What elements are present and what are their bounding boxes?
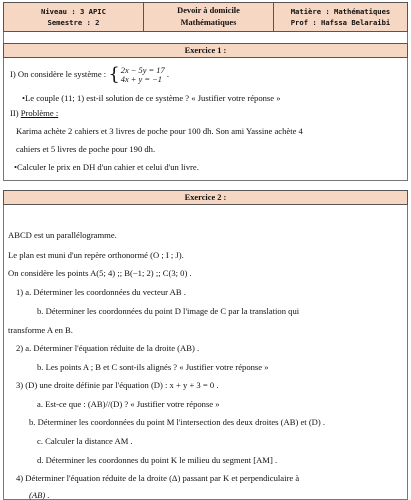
question-couple: •Le couple (11; 1) est-il solution de ce système ? « Justifier votre réponse »	[22, 93, 281, 103]
exercise-2-title: Exercice 2 :	[184, 193, 227, 202]
system-intro: I) On considère le système :	[10, 68, 107, 79]
document-header	[3, 2, 408, 32]
problem-question: •Calculer le prix en DH d'un cahier et celui d'un livre.	[14, 162, 199, 172]
brace-symbol: {	[108, 64, 120, 85]
problem-line-1: Karima achète 2 cahiers et 3 livres de poche pour 100 dh. Son ami Yassine achète 4	[16, 126, 303, 136]
level-text: Niveau : 3 APIC	[41, 7, 106, 16]
header-level-cell	[4, 3, 144, 31]
homework-title: Devoir à domicile	[177, 6, 240, 15]
equation-1: 2x − 5y = 17	[120, 66, 165, 75]
question-3a: a. Est-ce que : (AB)//(D) ? « Justifier votre réponse »	[37, 399, 220, 409]
spacer	[3, 32, 408, 43]
problem-number: II)	[10, 108, 19, 118]
system-statement	[10, 66, 169, 84]
question-2a: 2) a. Déterminer l'équation réduite de la droite (AB) .	[16, 343, 200, 353]
question-1b-cont: transforme A en B.	[8, 325, 73, 335]
question-4-cont: (AB) .	[29, 490, 50, 500]
question-1a: 1) a. Déterminer les coordonnées du vecteur AB .	[16, 287, 186, 297]
parallelogram-statement: ABCD est un parallélogramme.	[8, 230, 117, 240]
system-end: .	[166, 68, 169, 79]
problem-label: Problème :	[20, 108, 59, 118]
question-3: 3) (D) une droite définie par l'équation (D) : x + y + 3 = 0 .	[16, 380, 219, 390]
exercise-2-body	[3, 205, 408, 500]
equation-system	[108, 66, 164, 84]
problem-line-2: cahiers et 5 livres de poche pour 190 dh.	[16, 144, 156, 154]
equation-2: 4x + y = −1	[120, 75, 162, 84]
exercise-1-title-bar	[3, 43, 408, 58]
header-title-cell	[144, 3, 274, 31]
points-statement: On considère les points A(5; 4) ;; B(−1; 2) ;; C(3; 0) .	[8, 268, 192, 278]
subject-title: Mathématiques	[180, 18, 237, 27]
exercise-1-body	[3, 58, 408, 181]
question-1b: b. Déterminer les coordonnées du point D l'image de C par la translation qui	[37, 306, 300, 316]
exercise-1-title: Exercice 1 :	[184, 46, 227, 55]
question-3c: c. Calculer la distance AM .	[37, 436, 133, 446]
matiere-text: Matière : Mathématiques	[290, 7, 391, 16]
prof-text: Prof : Hafssa Belaraibi	[290, 18, 391, 27]
exercise-2-title-bar	[3, 190, 408, 205]
question-3b: b. Déterminer les coordonnées du point M l'intersection des deux droites (AB) et (D) .	[29, 417, 326, 427]
question-4: 4) Déterminer l'équation réduite de la droite (Δ) passant par K et perpendiculaire à	[16, 473, 300, 483]
question-2b: b. Les points A ; B et C sont-ils alignés ? « Justifier votre réponse »	[37, 362, 269, 372]
plane-statement: Le plan est muni d'un repère orthonormé (O ; I ; J).	[8, 250, 184, 260]
question-3d: d. Déterminer les coordonnes du point K le milieu du segment [AM] .	[37, 455, 278, 465]
semester-text: Semestre : 2	[47, 18, 100, 27]
header-teacher-cell	[274, 3, 407, 31]
problem-heading	[10, 108, 58, 118]
